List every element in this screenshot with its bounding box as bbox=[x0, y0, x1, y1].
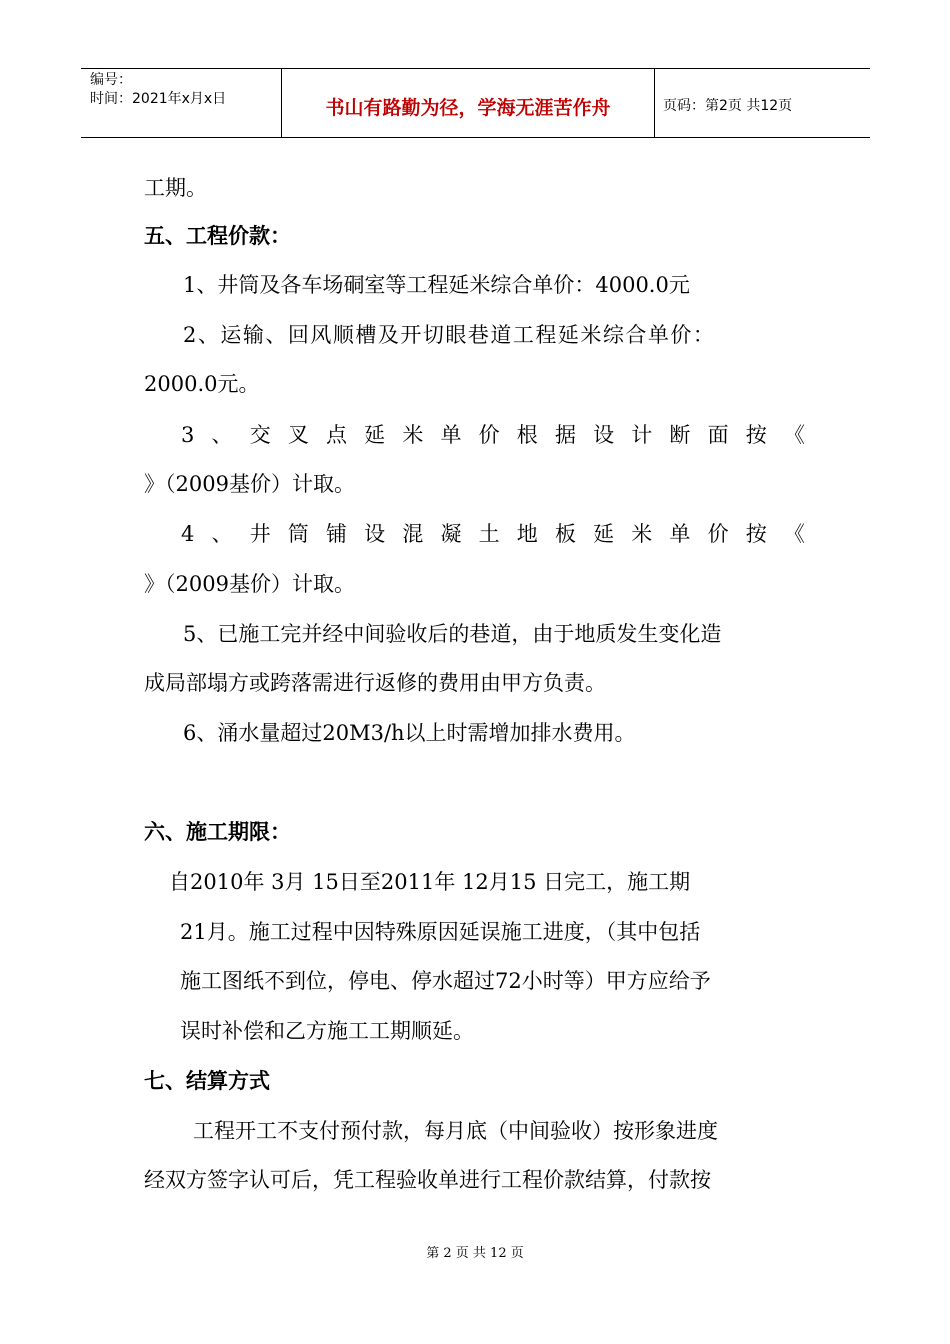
period-line-3: 施工图纸不到位，停电、停水超过72小时等）甲方应给予 bbox=[180, 969, 711, 993]
header-page-cell bbox=[655, 69, 870, 137]
char: 按 bbox=[745, 423, 767, 447]
char: 设 bbox=[364, 522, 386, 546]
char: 点 bbox=[326, 423, 347, 447]
period-line-2: 21月。施工过程中因特殊原因延误施工进度，（其中包括 bbox=[180, 920, 701, 944]
char: 延 bbox=[364, 423, 386, 447]
char: 单 bbox=[669, 522, 691, 546]
section-title-settlement: 七、结算方式 bbox=[144, 1069, 270, 1093]
document-number-label: 编号： bbox=[90, 72, 132, 88]
document-date-label: 时间：2021年x月x日 bbox=[90, 91, 227, 107]
price-item-4-line-1 bbox=[181, 522, 805, 546]
char: 按 bbox=[745, 522, 767, 546]
char: 铺 bbox=[326, 522, 347, 546]
header-motto-cell bbox=[281, 69, 655, 137]
section-title-price: 五、工程价款： bbox=[144, 224, 291, 248]
footer-page-number: 第 2 页 共 12 页 bbox=[426, 1246, 524, 1261]
price-item-4-line-2: 》（2009基价）计取。 bbox=[144, 572, 355, 596]
char: 3 bbox=[181, 423, 195, 447]
char: 板 bbox=[554, 522, 576, 546]
period-line-1: 自2010年 3月 15日至2011年 12月15 日完工，施工期 bbox=[169, 870, 691, 894]
char: 价 bbox=[478, 423, 500, 447]
settlement-line-2: 经双方签字认可后，凭工程验收单进行工程价款结算，付款按 bbox=[144, 1168, 711, 1192]
price-item-1: 1、井筒及各车场硐室等工程延米综合单价：4000.0元 bbox=[183, 273, 690, 297]
char: 叉 bbox=[287, 423, 309, 447]
period-line-4: 误时补偿和乙方施工工期顺延。 bbox=[180, 1019, 474, 1043]
char: 单 bbox=[440, 423, 462, 447]
price-item-3-line-2: 》（2009基价）计取。 bbox=[144, 472, 355, 496]
char: 地 bbox=[516, 522, 538, 546]
char: 设 bbox=[593, 423, 615, 447]
char: 《 bbox=[783, 423, 805, 447]
char: 混 bbox=[402, 522, 424, 546]
char: 根 bbox=[516, 423, 538, 447]
price-item-2-line-2: 2000.0元。 bbox=[144, 372, 260, 396]
char: 《 bbox=[783, 522, 805, 546]
char: 据 bbox=[554, 423, 576, 447]
document-header bbox=[81, 68, 870, 138]
char: 计 bbox=[631, 423, 653, 447]
char: 、 bbox=[211, 522, 233, 546]
settlement-line-1: 工程开工不支付预付款，每月底（中间验收）按形象进度 bbox=[193, 1119, 718, 1143]
price-item-5-line-2: 成局部塌方或跨落需进行返修的费用由甲方负责。 bbox=[144, 671, 606, 695]
char: 价 bbox=[707, 522, 729, 546]
char: 交 bbox=[249, 423, 271, 447]
char: 、 bbox=[211, 423, 233, 447]
price-item-3-line-1 bbox=[181, 423, 805, 447]
char: 延 bbox=[593, 522, 615, 546]
char: 凝 bbox=[440, 522, 462, 546]
char: 土 bbox=[478, 522, 500, 546]
price-item-6: 6、涌水量超过20M3/h以上时需增加排水费用。 bbox=[183, 721, 636, 745]
char: 筒 bbox=[287, 522, 309, 546]
char: 4 bbox=[181, 522, 195, 546]
header-page-label: 页码：第2页 共12页 bbox=[663, 98, 793, 114]
char: 面 bbox=[707, 423, 729, 447]
char: 米 bbox=[631, 522, 653, 546]
section-title-period: 六、施工期限： bbox=[144, 820, 291, 844]
header-motto: 书山有路勤为径，学海无涯苦作舟 bbox=[325, 97, 611, 119]
char: 井 bbox=[249, 522, 271, 546]
price-item-5-line-1: 5、已施工完并经中间验收后的巷道，由于地质发生变化造 bbox=[183, 622, 722, 646]
char: 断 bbox=[669, 423, 691, 447]
body-line: 工期。 bbox=[144, 176, 207, 200]
header-info-cell bbox=[81, 69, 281, 137]
price-item-2-line-1: 2、运输、回风顺槽及开切眼巷道工程延米综合单价： bbox=[183, 323, 716, 347]
char: 米 bbox=[402, 423, 424, 447]
